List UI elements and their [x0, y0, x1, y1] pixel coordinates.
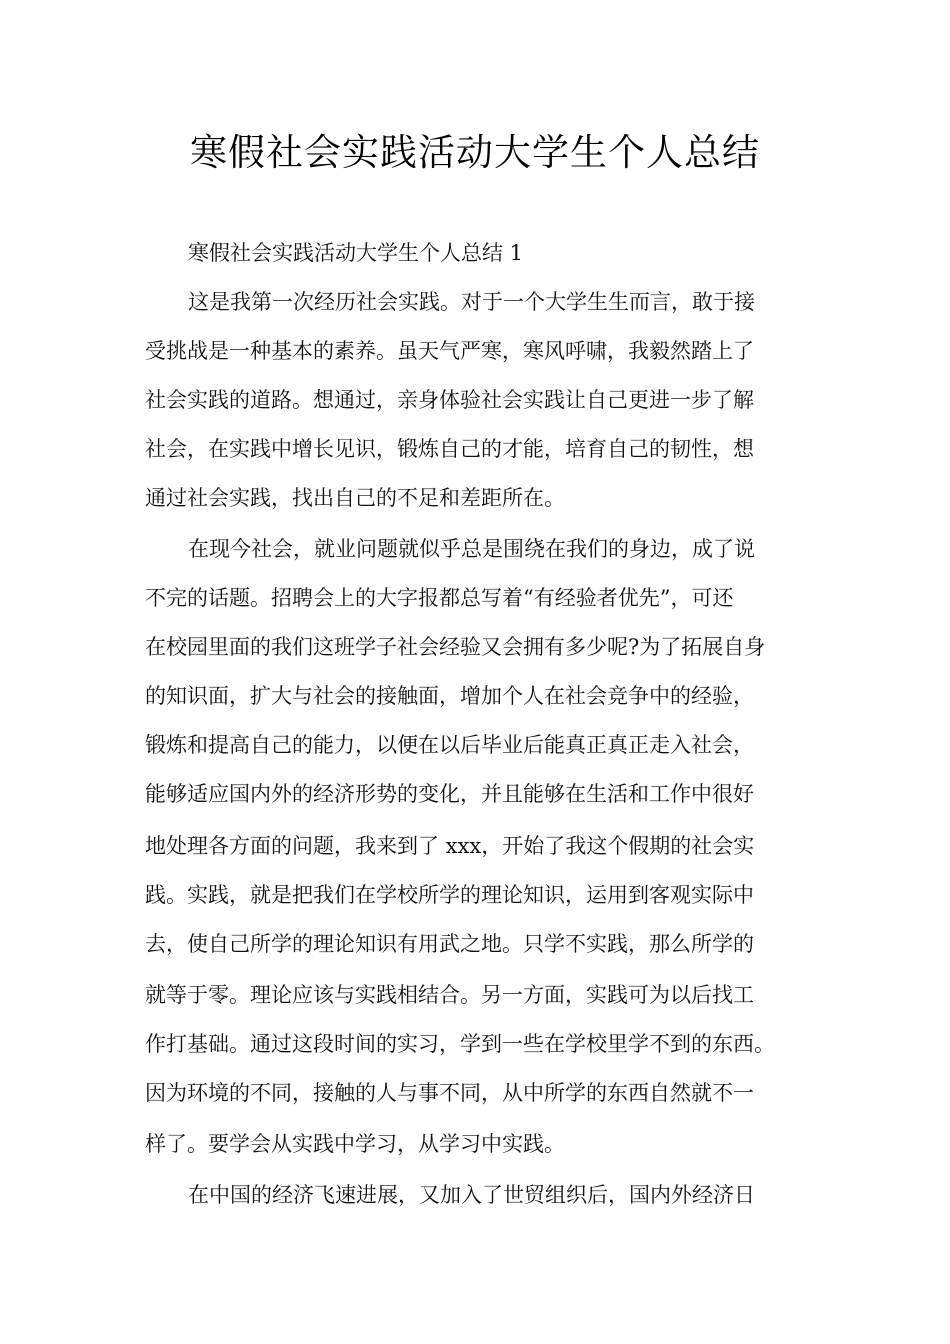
paragraph-line: 锻炼和提高自己的能力，以便在以后毕业后能真正真正走入社会， [145, 733, 754, 757]
paragraph-line: 在中国的经济飞速进展，又加入了世贸组织后，国内外经济日 [188, 1183, 755, 1207]
paragraph-line: 作打基础。通过这段时间的实习，学到一些在学校里学不到的东西。 [145, 1032, 775, 1056]
paragraph-line: 受挑战是一种基本的素养。虽天气严寒，寒风呼啸，我毅然踏上了 [145, 339, 754, 363]
paragraph-line: 社会，在实践中增长见识，锻炼自己的才能，培育自己的韧性，想 [145, 437, 754, 461]
paragraph-line: 通过社会实践，找出自己的不足和差距所在。 [145, 486, 565, 510]
document-title: 寒假社会实践活动大学生个人总结 [190, 131, 760, 174]
paragraph-line: 社会实践的道路。想通过，亲身体验社会实践让自己更进一步了解 [145, 388, 754, 412]
paragraph-line: 这是我第一次经历社会实践。对于一个大学生生而言，敢于接 [188, 290, 755, 314]
paragraph-line: 能够适应国内外的经济形势的变化，并且能够在生活和工作中很好 [145, 782, 754, 806]
paragraph-line: 在校园里面的我们这班学子社会经验又会拥有多少呢?为了拓展自身 [145, 635, 766, 659]
section-heading: 寒假社会实践活动大学生个人总结 1 [188, 241, 524, 265]
paragraph-line: 就等于零。理论应该与实践相结合。另一方面，实践可为以后找工 [145, 983, 754, 1007]
paragraph-line: 样了。要学会从实践中学习，从学习中实践。 [145, 1132, 565, 1156]
paragraph-line: 的知识面，扩大与社会的接触面，增加个人在社会竞争中的经验， [145, 684, 754, 708]
paragraph-line: 在现今社会，就业问题就似乎总是围绕在我们的身边，成了说 [188, 537, 755, 561]
paragraph-line: 不完的话题。招聘会上的大字报都总写着“有经验者优先”，可还 [145, 586, 734, 610]
paragraph-line: 去，使自己所学的理论知识有用武之地。只学不实践，那么所学的 [145, 932, 754, 956]
paragraph-line: 践。实践，就是把我们在学校所学的理论知识，运用到客观实际中 [145, 883, 754, 907]
paragraph-line: 地处理各方面的问题，我来到了 xxx，开始了我这个假期的社会实 [145, 834, 755, 858]
paragraph-line: 因为环境的不同，接触的人与事不同，从中所学的东西自然就不一 [145, 1081, 754, 1105]
